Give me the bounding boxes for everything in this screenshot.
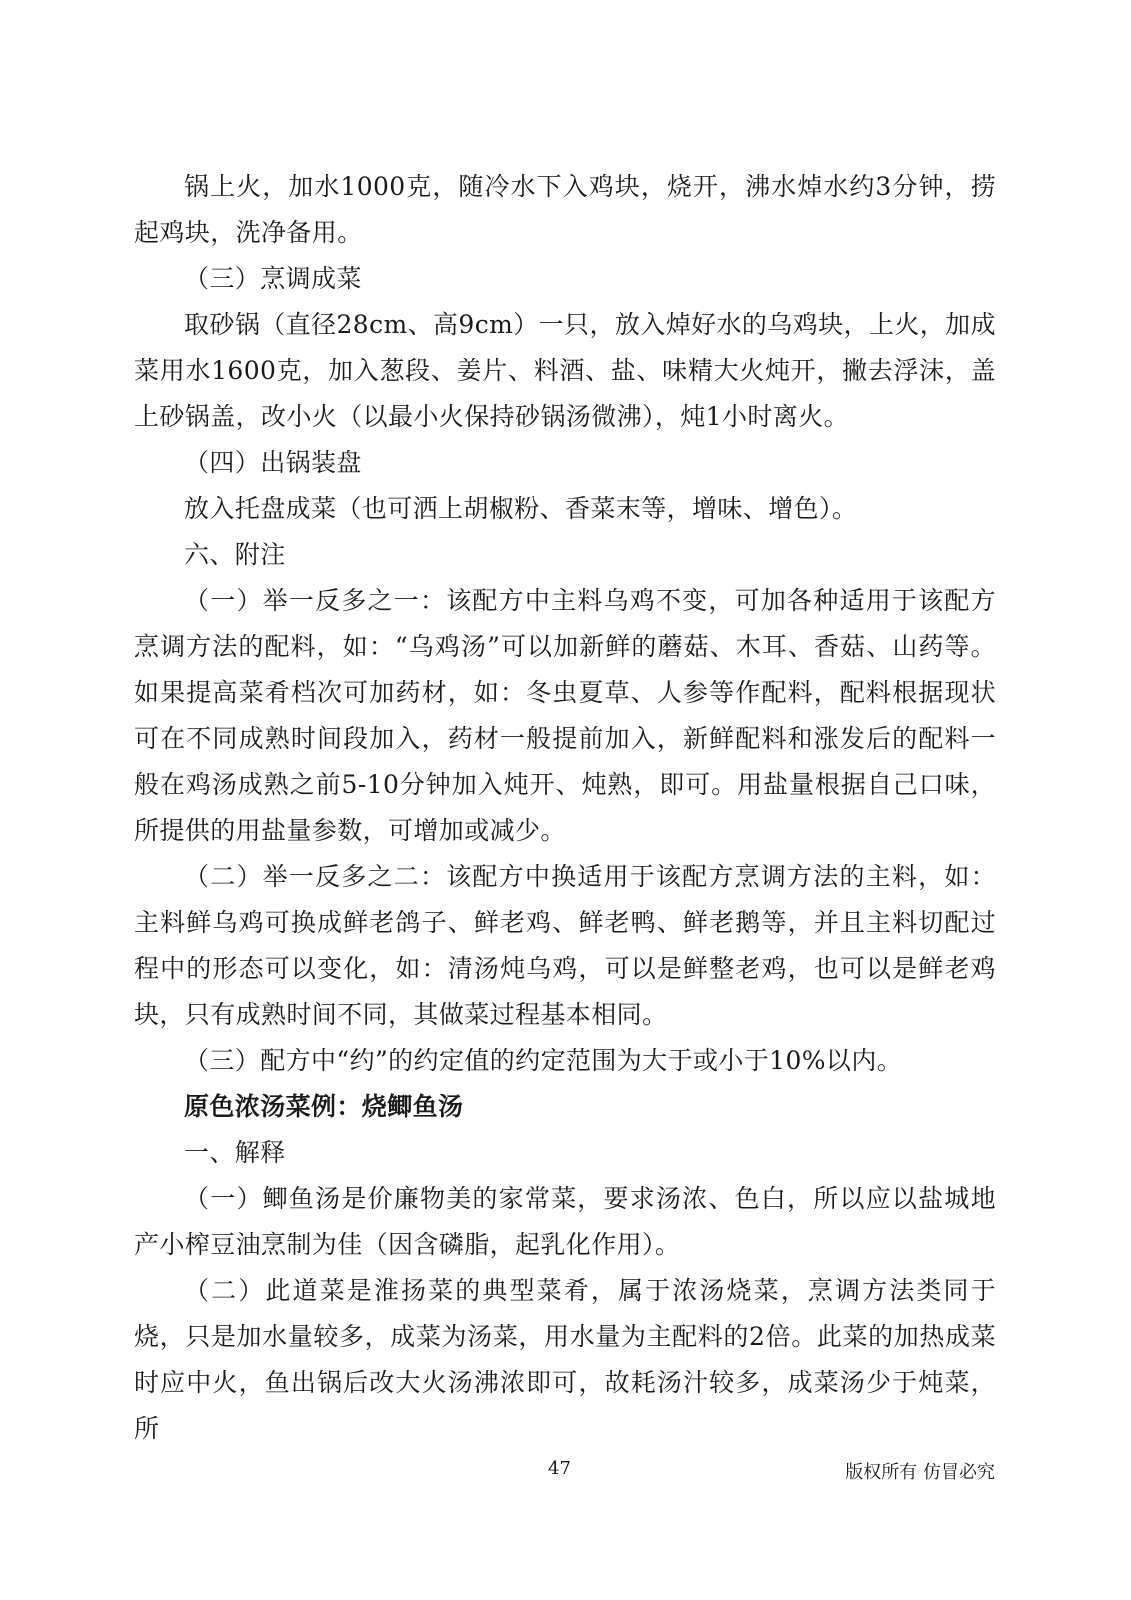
paragraph-1: 锅上火，加水1000克，随冷水下入鸡块，烧开，沸水焯水约3分钟，捞起鸡块，洗净备用。 xyxy=(134,172,996,247)
document-body xyxy=(134,164,996,1452)
recipe-title: 原色浓汤菜例：烧鲫鱼汤 xyxy=(184,1092,464,1121)
subheading-cooking: （三）烹调成菜 xyxy=(184,264,362,293)
copyright-notice: 版权所有 仿冒必究 xyxy=(845,1462,995,1483)
paragraph-8: （二）举一反多之二：该配方中换适用于该配方烹调方法的主料，如：主料鲜乌鸡可换成鲜老鸽子、鲜老鸡、鲜老鸭、鲜老鹅等，并且主料切配过程中的形态可以变化，如：清汤炖乌鸡，可以是鲜整老鸡，也可以是鲜老鸡块，只有成熟时间不同，其做菜过程基本相同。 xyxy=(134,862,996,1029)
paragraph-9: （三）配方中“约”的约定值的约定范围为大于或小于10%以内。 xyxy=(184,1046,903,1075)
paragraph-7: （一）举一反多之一：该配方中主料乌鸡不变，可加各种适用于该配方烹调方法的配料，如：“乌鸡汤”可以加新鲜的蘑菇、木耳、香菇、山药等。如果提高菜肴档次可加药材，如：冬虫夏草、人参等作配料，配料根据现状可在不同成熟时间段加入，药材一般提前加入，新鲜配料和涨发后的配料一般在鸡汤成熟之前5-10分钟加入炖开、炖熟，即可。用盐量根据自己口味，所提供的用盐量参数，可增加或减少。 xyxy=(134,586,996,845)
page-number: 47 xyxy=(548,1458,571,1479)
section-heading-notes: 六、附注 xyxy=(184,540,286,569)
paragraph-13: （二）此道菜是淮扬菜的典型菜肴，属于浓汤烧菜，烹调方法类同于烧，只是加水量较多，成菜为汤菜，用水量为主配料的2倍。此菜的加热成菜时应中火，鱼出锅后改大火汤沸浓即可，故耗汤汁较多，成菜汤少于炖菜，所 xyxy=(134,1276,996,1443)
paragraph-5: 放入托盘成菜（也可洒上胡椒粉、香菜末等，增味、增色）。 xyxy=(184,494,858,523)
paragraph-3: 取砂锅（直径28cm、高9cm）一只，放入焯好水的乌鸡块，上火，加成菜用水1600克，加入葱段、姜片、料酒、盐、味精大火炖开，撇去浮沫，盖上砂锅盖，改小火（以最小火保持砂锅汤微沸），炖1小时离火。 xyxy=(134,310,996,431)
paragraph-12: （一）鲫鱼汤是价廉物美的家常菜，要求汤浓、色白，所以应以盐城地产小榨豆油烹制为佳（因含磷脂，起乳化作用）。 xyxy=(134,1184,996,1259)
subheading-plating: （四）出锅装盘 xyxy=(184,448,362,477)
section-heading-explanation: 一、解释 xyxy=(184,1138,286,1167)
